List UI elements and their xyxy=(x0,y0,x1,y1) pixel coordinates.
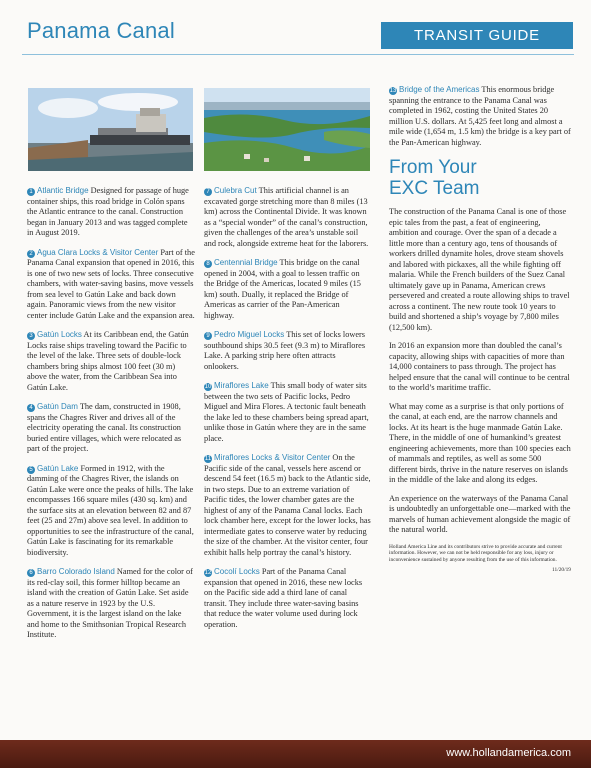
revision-date: 11/20/19 xyxy=(552,567,571,574)
team-heading-line2: EXC Team xyxy=(389,178,480,199)
entry-title: Centennial Bridge xyxy=(214,258,278,267)
entry-text: This bridge on the canal opened in 2004, with a goal to lessen traffic on the Bridge of the Americas, located 9 miles (15 km) south. Dually, it replaced the Bridge of Americas as carrier of the Pan-American highway. xyxy=(204,258,361,320)
entry-number-badge: 9 xyxy=(204,332,212,340)
entry-text: This enormous bridge spanning the entrance to the Panama Canal was completed in 1962, costing the United States 20 million U.S. dollars. At 5,425 feet long and almost a mile wide (1,654 m, 1.5 km) the bridge is a key part of the Pan-American highway. xyxy=(389,85,571,147)
entry-gatun-dam xyxy=(27,402,195,455)
transit-guide-badge: TRANSIT GUIDE xyxy=(381,22,573,49)
header-divider xyxy=(22,54,574,55)
page-title: Panama Canal xyxy=(27,18,175,43)
entry-number-badge: 3 xyxy=(27,332,35,340)
column-middle xyxy=(204,186,371,639)
entry-title: Cocolí Locks xyxy=(214,567,260,576)
entry-centennial-bridge xyxy=(204,258,371,321)
entry-text: Part of the Panama Canal expansion that opened in 2016, these new locks on the Pacific side add a third lane of canal transit. They include three water-saving basins that reduce the water volume used during lock operation. xyxy=(204,567,363,629)
entry-number-badge: 1 xyxy=(27,188,35,196)
entry-number-badge: 7 xyxy=(204,188,212,196)
entry-cocoli-locks xyxy=(204,567,371,630)
entry-barro-colorado-island xyxy=(27,567,195,641)
entry-title: Miraflores Locks & Visitor Center xyxy=(214,453,331,462)
website-link[interactable]: www.hollandamerica.com xyxy=(446,747,571,759)
column-left xyxy=(27,186,195,650)
entry-text: Part of the Panama Canal expansion that opened in 2016, this is one of two new sets of locks. Three consecutive chambers, with water-saving basins, move vessels from sea level to Gatún Lake and back down again. Panoramic views from the new visitor center include Gatún Lake and the expansion area. xyxy=(27,247,195,320)
team-paragraph: In 2016 an expansion more than doubled the canal’s capacity, allowing ships with capacities of more than 14,000 containers to pass through. The project has helped ensure that the canal will continue to be central to the world’s maritime traffic. xyxy=(389,341,570,392)
entry-miraflores-locks xyxy=(204,453,371,558)
entry-title: Gatún Dam xyxy=(37,402,78,411)
entry-title: Barro Colorado Island xyxy=(37,567,115,576)
team-heading-line1: From Your xyxy=(389,157,477,178)
canal-aerial-photo xyxy=(204,88,370,171)
entry-text: The dam, constructed in 1908, spans the Chagres River and drives all of the electricity operating the canal. Its construction buried entire villages, which were relocated as part of the project. xyxy=(27,402,182,453)
locks-photo xyxy=(28,88,193,171)
entry-text: This artificial channel is an excavated gorge stretching more than 8 miles (13 km) across the Continental Divide. It was known as a “special wonder” of the canal’s construction, given the challenges of the area’s unstable soil and rock, alongside extreme heat for the laborers. xyxy=(204,186,369,248)
entry-number-badge: 8 xyxy=(204,260,212,268)
entry-text: Formed in 1912, with the damming of the Chagres River, the islands on Gatún Lake were once the peaks of hills. The lake encompasses 166 square miles (430 sq. km) and the surface sits at an elevation between 82 and 87 feet (25 and 27m) above sea level. In addition to opportunities to see the infrastructure of the canal, Gatún Lake is fascinating for its remarkable biodiversity. xyxy=(27,463,194,557)
team-heading xyxy=(389,157,571,199)
footer-bar xyxy=(0,740,591,768)
entry-atlantic-bridge xyxy=(27,186,195,239)
entry-number-badge: 10 xyxy=(204,384,212,390)
disclaimer: Holland America Line and its contributors strive to provide accurate and current information. However, we can not be held responsible for any loss, injury or inconvenience sustained by anyone resulting from the use of this information. xyxy=(389,543,562,563)
team-paragraph: An experience on the waterways of the Panama Canal is undoubtedly an unforgettable one—marked with the marvels of human achievement alongside the magic of the natural world. xyxy=(389,493,571,534)
entry-culebra-cut xyxy=(204,186,371,249)
entry-text: Designed for passage of huge container ships, this road bridge in Colón spans the Atlantic entrance to the canal. Construction began in January 2013 and was tagged complete in August 2019. xyxy=(27,186,189,237)
entry-title: Bridge of the Americas xyxy=(399,85,480,94)
entry-text: Named for the color of its red-clay soil, this former hilltop became an island with the creation of Gatún Lake. Set aside as a nature reserve in 1923 by the U.S. Government, it is the largest island on the lake and home to the Smithsonian Tropical Research Institute. xyxy=(27,567,193,639)
entry-text: This small body of water sits between the two sets of Pacific locks, Pedro Miguel and Mira Flores. A tectonic fault beneath the lake led to these chambers being spread apart, unlike those in Gatún where they are in the same place. xyxy=(204,381,369,443)
entry-title: Atlantic Bridge xyxy=(37,186,89,195)
entry-gatun-lake xyxy=(27,464,195,559)
entry-agua-clara-locks xyxy=(27,248,195,322)
entry-text: On the Pacific side of the canal, vessels here ascend or descend 54 feet (16.5 m) back to the Atlantic side, in two steps. Due to an extreme variation of Pacific tides, the lower chamber gates are the highest of any of the Panama Canal locks. Each lock chamber here, except for the lower locks, has intermediate gates to conserve water by reducing the size of the chamber. At the visitor center, four exhibit halls help portray the canal’s history. xyxy=(204,453,371,557)
entry-title: Pedro Miguel Locks xyxy=(214,330,285,339)
entry-text: At its Caribbean end, the Gatún Locks raise ships traveling toward the Pacific to the level of the lake. Three sets of double-lock chambers bring ships almost 100 feet (30 m) above the water, from the Caribbean Sea into Gatún Lake. xyxy=(27,330,189,392)
entry-title: Gatún Lake xyxy=(37,463,79,473)
entry-number-badge: 2 xyxy=(27,250,35,258)
entry-number-badge: 5 xyxy=(27,466,35,474)
entry-title: Agua Clara Locks & Visitor Center xyxy=(37,247,159,257)
entry-title: Gatún Locks xyxy=(37,330,82,339)
entry-gatun-locks xyxy=(27,330,195,393)
team-paragraph: The construction of the Panama Canal is one of those epic tales from the past, a feat of engineering, ambition and courage. Over the span of a decade a little more than a century ago, tens of thousands of workers drilled dynamite holes, drove steam shovels and labored with pickaxes, all the while fighting off malaria. While the French builders of the Suez Canal ultimately gave up in Panama, American crews persevered and created a route allowing ships to travel across a continent. The new route took 10 years to build and shortened a ship’s voyage by 7,800 miles (12,500 km). xyxy=(389,207,570,332)
entry-pedro-miguel-locks xyxy=(204,330,371,372)
entry-number-badge: 11 xyxy=(204,456,212,462)
entry-miraflores-lake xyxy=(204,381,371,444)
entry-bridge-of-the-americas xyxy=(389,85,571,148)
entry-number-badge: 12 xyxy=(204,570,212,576)
entry-title: Culebra Cut xyxy=(214,186,257,195)
team-paragraph: What may come as a surprise is that only portions of the canal, at each end, are the narrow channels and locks. At its heart is the huge manmade Gatún Lake. There, in the middle of one of humankind’s greatest engineering achievements, more than 100 species each of mammals and reptiles, as well as some 500 different birds, thrive in the nature reserves on islands in the middle of the lake and along its edges. xyxy=(389,401,571,484)
entry-number-badge: 6 xyxy=(27,569,35,577)
entry-title: Miraflores Lake xyxy=(214,381,269,390)
entry-number-badge: 4 xyxy=(27,404,35,412)
entry-text: This set of locks lowers southbound ships 30.5 feet (9.3 m) to Miraflores Lake. A parking strip here often attracts onlookers. xyxy=(204,330,366,371)
column-right xyxy=(389,85,571,576)
entry-number-badge: 13 xyxy=(389,88,397,94)
